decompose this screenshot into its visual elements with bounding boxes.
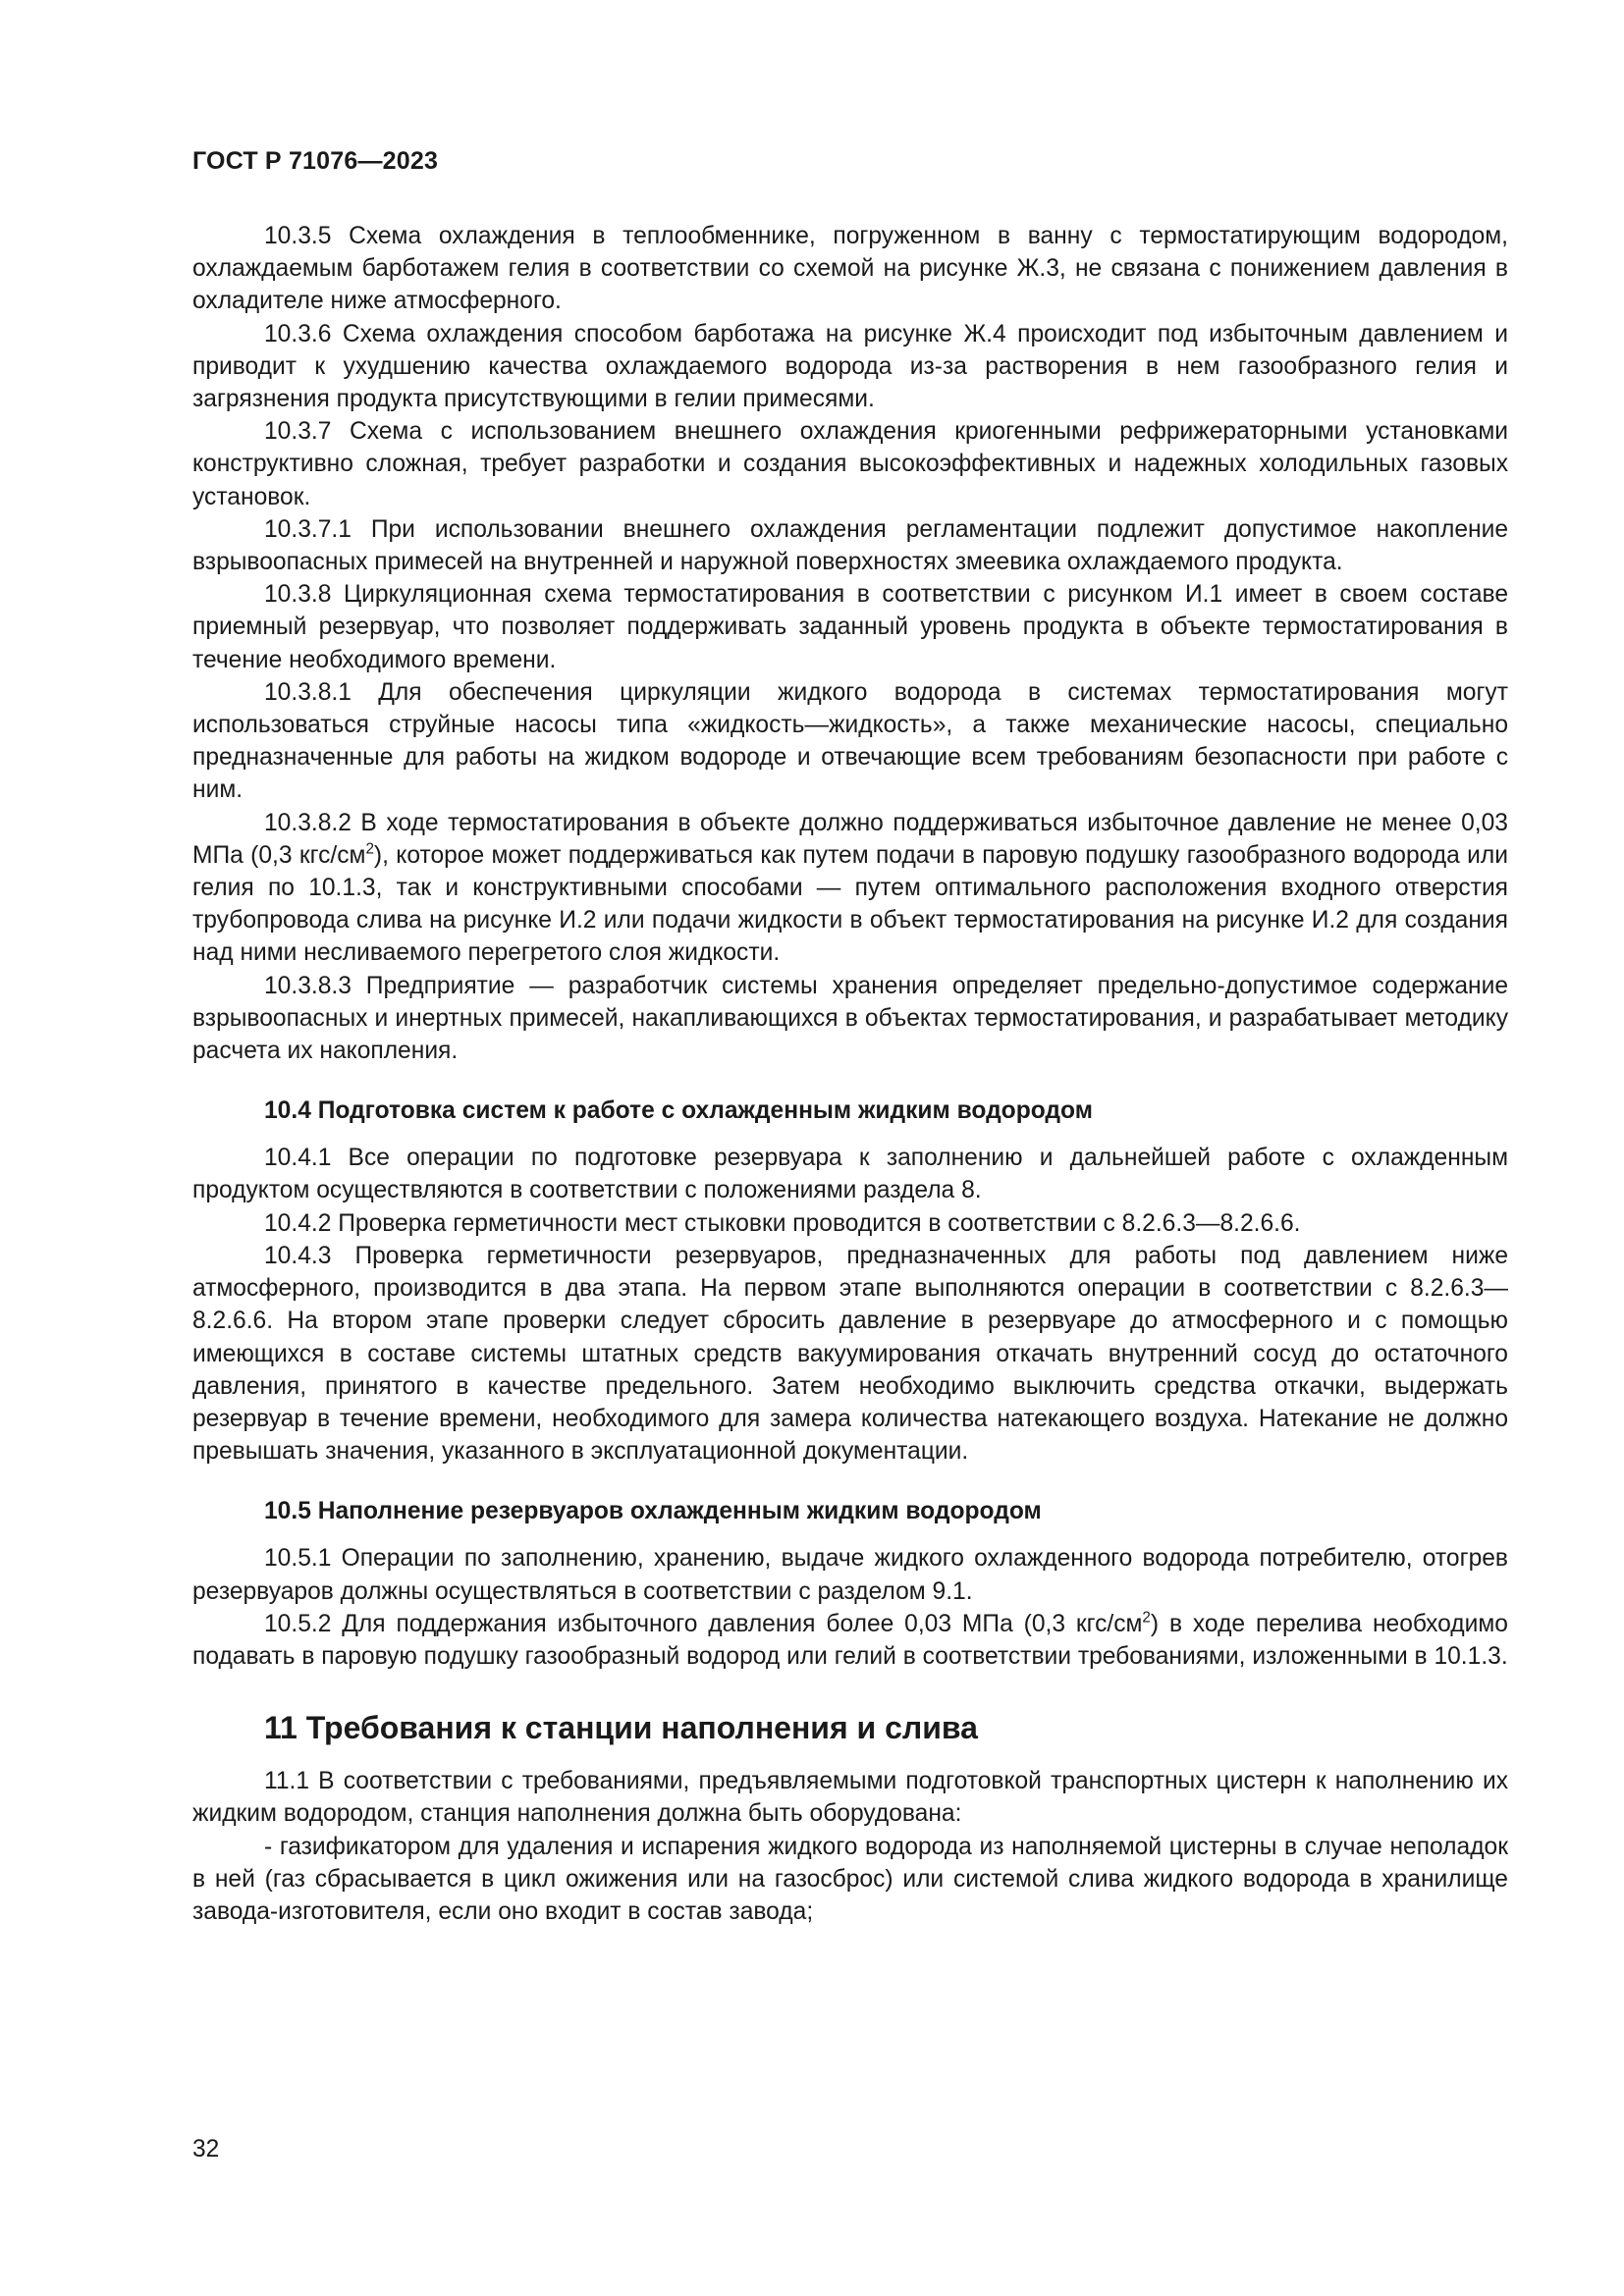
section-10-5-heading: 10.5 Наполнение резервуаров охлажденным жидким водородом bbox=[264, 1498, 1042, 1525]
superscript-2: 2 bbox=[1142, 1609, 1151, 1627]
list-item: - газификатором для удаления и испарения жидкого водорода из наполняемой цистерны в случае неполадок в ней (газ сбрасывается в цикл ожижения или на газосброс) или системой слива жидкого водорода в хранилище завода-изготовителя, если оно входит в состав завода; bbox=[192, 1833, 1508, 1925]
paragraph-10-3-5: 10.3.5 Схема охлаждения в теплообменнике, погруженном в ванну с термостатирующим водородом, охлаждаемым барботажем гелия в соответствии со схемой на рисунке Ж.3, не связана с понижением давления в охладителе ниже атмосферного. bbox=[192, 223, 1508, 315]
superscript-2: 2 bbox=[365, 840, 374, 858]
page-number: 32 bbox=[192, 2136, 220, 2163]
paragraph-10-3-6: 10.3.6 Схема охлаждения способом барботажа на рисунке Ж.4 происходит под избыточным давлением и приводит к ухудшению качества охлаждаемого водорода из-за растворения в нем газообразного гелия и загрязнения продукта присутствующими в гелии примесями. bbox=[192, 320, 1508, 413]
document-header: ГОСТ Р 71076—2023 bbox=[192, 147, 439, 175]
paragraph-11-1: 11.1 В соответствии с требованиями, предъявляемыми подготовкой транспортных цистерн к наполнению их жидким водородом, станция наполнения должна быть оборудована: bbox=[192, 1768, 1508, 1828]
paragraph-10-3-8: 10.3.8 Циркуляционная схема термостатирования в соответствии с рисунком И.1 имеет в своем составе приемный резервуар, что позволяет поддерживать заданный уровень продукта в объекте термостатирования в течение необходимого времени. bbox=[192, 581, 1508, 673]
paragraph-10-3-8-2 bbox=[192, 807, 1508, 970]
paragraph-10-3-8-2-part-2: ), которое может поддерживаться как путем подачи в паровую подушку газообразного водорода или гелия по 10.1.3, так и конструктивными способами — путем оптимального расположения входного отверстия трубопровода слива на рисунке И.2 или подачи жидкости в объект термостатирования на рисунке И.2 для создания над ними несливаемого перегретого слоя жидкости. bbox=[192, 841, 1508, 967]
paragraph-10-3-8-2-part-1: 10.3.8.2 В ходе термостатирования в объекте должно поддерживаться избыточное давление не менее 0,03 МПа (0,3 кгс/см bbox=[192, 809, 1508, 869]
section-10-4-heading: 10.4 Подготовка систем к работе с охлажденным жидким водородом bbox=[264, 1097, 1093, 1125]
paragraph-10-4-3: 10.4.3 Проверка герметичности резервуаров, предназначенных для работы под давлением ниже атмосферного, производится в два этапа. На первом этапе выполняются операции в соответствии с 8.2.6.3—8.2.6.6. На втором этапе проверки следует сбросить давление в резервуаре до атмосферного и с помощью имеющихся в составе системы штатных средств вакуумирования откачать внутренний сосуд до остаточного давления, принятого в качестве предельного. Затем необходимо выключить средства откачки, выдержать резервуар в течение времени, необходимого для замера количества натекающего воздуха. Натекание не должно превышать значения, указанного в эксплуатационной документации. bbox=[192, 1242, 1508, 1466]
paragraph-10-4-1: 10.4.1 Все операции по подготовке резервуара к заполнению и дальнейшей работе с охлажденным продуктом осуществляются в соответствии с положениями раздела 8. bbox=[192, 1145, 1508, 1204]
section-11-heading: 11 Требования к станции наполнения и слива bbox=[264, 1710, 978, 1746]
paragraph-10-3-7-1: 10.3.7.1 При использовании внешнего охлаждения регламентации подлежит допустимое накопление взрывоопасных примесей на внутренней и наружной поверхностях змеевика охлаждаемого продукта. bbox=[192, 515, 1508, 576]
paragraph-10-5-2 bbox=[192, 1608, 1508, 1673]
paragraph-10-3-7: 10.3.7 Схема с использованием внешнего охлаждения криогенными рефрижераторными установками конструктивно сложная, требует разработки и создания высокоэффективных и надежных холодильных газовых установок. bbox=[192, 418, 1508, 510]
paragraph-10-3-8-1: 10.3.8.1 Для обеспечения циркуляции жидкого водорода в системах термостатирования могут использоваться струйные насосы типа «жидкость—жидкость», а также механические насосы, специально предназначенные для работы на жидком водороде и отвечающие всем требованиям безопасности при работе с ним. bbox=[192, 678, 1508, 804]
paragraph-10-4-2: 10.4.2 Проверка герметичности мест стыковки проводится в соответствии с 8.2.6.3—8.2.6.6. bbox=[264, 1209, 1301, 1237]
paragraph-10-3-8-3: 10.3.8.3 Предприятие — разработчик системы хранения определяет предельно-допустимое содержание взрывоопасных и инертных примесей, накапливающихся в объектах термостатирования, и разрабатывает методику расчета их накопления. bbox=[192, 972, 1508, 1065]
paragraph-10-5-2-part-1: 10.5.2 Для поддержания избыточного давления более 0,03 МПа (0,3 кгс/см bbox=[264, 1610, 1143, 1637]
paragraph-10-5-1: 10.5.1 Операции по заполнению, хранению, выдаче жидкого охлажденного водорода потребителю, отогрев резервуаров должны осуществляться в соответствии с разделом 9.1. bbox=[192, 1545, 1508, 1605]
document-body bbox=[192, 220, 1508, 1928]
paragraph-10-5-2-part-2: ) в ходе перелива необходимо подавать в паровую подушку газообразный водород или гелий в соответствии требованиями, изложенными в 10.1.3. bbox=[192, 1610, 1508, 1670]
